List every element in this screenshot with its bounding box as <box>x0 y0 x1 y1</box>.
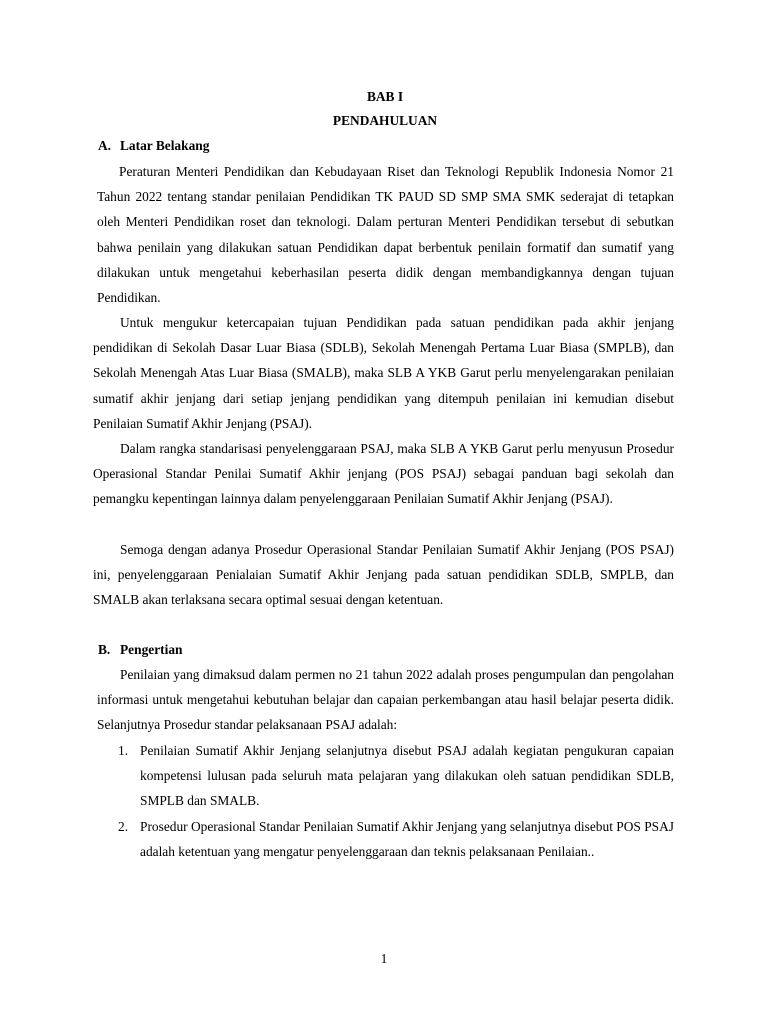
list-item <box>118 738 674 814</box>
list-text: Penilaian Sumatif Akhir Jenjang selanjutnya disebut PSAJ adalah kegiatan pengukuran capaian kompetensi lulusan pada seluruh mata pelajaran yang dilakukan oleh satuan pendidikan SDLB, SMPLB dan SMALB. <box>140 743 674 809</box>
paragraph: Dalam rangka standarisasi penyelenggaraan PSAJ, maka SLB A YKB Garut perlu menyusun Prosedur Operasional Standar Penilai Sumatif Akhir jenjang (POS PSAJ) sebagai panduan bagi sekolah dan pemangku kepentingan lainnya dalam penyelenggaraan Penilaian Sumatif Akhir Jenjang (PSAJ). <box>93 441 674 507</box>
paragraph: Penilaian yang dimaksud dalam permen no 21 tahun 2022 adalah proses pengumpulan dan pengolahan informasi untuk mengetahui kebutuhan belajar dan capaian perkembangan atau hasil belajar peserta didik. Selanjutnya Prosedur standar pelaksanaan PSAJ adalah: <box>97 667 674 733</box>
list-number: 2. <box>118 819 129 834</box>
section-letter: B. <box>98 642 111 657</box>
paragraph: Semoga dengan adanya Prosedur Operasional Standar Penilaian Sumatif Akhir Jenjang (POS PSAJ) ini, penyelenggaraan Penialaian Sumatif Akhir Jenjang pada satuan pendidikan SDLB, SMPLB, dan SMALB akan terlaksana secara optimal sesuai dengan ketentuan. <box>93 542 674 608</box>
paragraph: Untuk mengukur ketercapaian tujuan Pendidikan pada satuan pendidikan pada akhir jenjang pendidikan di Sekolah Dasar Luar Biasa (SDLB), Sekolah Menengah Pertama Luar Biasa (SMPLB), dan Sekolah Menengah Atas Luar Biasa (SMALB), maka SLB A YKB Garut perlu menyelengarakan penilaian sumatif akhir jenjang dari setiap jenjang pendidikan yang ditempuh penilaian ini kemudian disebut Penilaian Sumatif Akhir Jenjang (PSAJ). <box>93 315 674 431</box>
section-title: Latar Belakang <box>120 138 210 153</box>
list-text: Prosedur Operasional Standar Penilaian Sumatif Akhir Jenjang yang selanjutnya disebut POS PSAJ adalah ketentuan yang mengatur penyelenggaraan dan teknis pelaksanaan Penilaian.. <box>140 819 674 860</box>
section-heading-a <box>98 134 209 158</box>
section-letter: A. <box>98 138 112 153</box>
section-title: Pengertian <box>120 642 183 657</box>
list-item <box>118 814 674 890</box>
paragraph: Peraturan Menteri Pendidikan dan Kebudayaan Riset dan Teknologi Republik Indonesia Nomor 21 Tahun 2022 tentang standar penilaian Pendidikan TK PAUD SD SMP SMA SMK sederajat di tetapkan oleh Menteri Pendidikan roset dan teknologi. Dalam perturan Menteri Pendidikan tersebut di sebutkan bahwa penilain yang dilakukan satuan Pendidikan dapat berbentuk penilain formatif dan sumatif yang dilakukan untuk mengetahui keberhasilan peserta didik dengan membandigkannya dengan tujuan Pendidikan. <box>97 164 674 306</box>
page-number: 1 <box>380 951 388 966</box>
section-heading-b <box>98 638 182 662</box>
chapter-title: PENDAHULUAN <box>332 113 438 128</box>
list-number: 1. <box>118 743 129 758</box>
chapter-label: BAB I <box>366 89 404 104</box>
